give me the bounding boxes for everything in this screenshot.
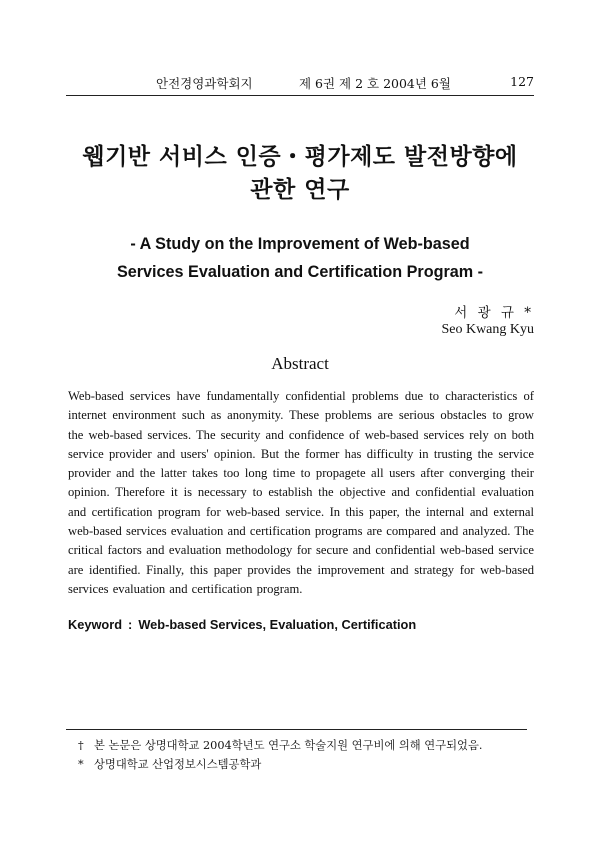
keyword-label: Keyword	[68, 617, 123, 632]
footnote-asterisk-mark: *	[78, 757, 84, 771]
footnote-affiliation-text: 상명대학교 산업정보시스템공학과	[94, 757, 262, 771]
keyword-terms: Web-based Services, Evaluation, Certification	[138, 617, 417, 632]
footnote-rule	[66, 729, 527, 730]
author-name-english: Seo Kwang Kyu	[441, 322, 534, 337]
footnote-funding	[78, 737, 560, 756]
header-rule	[66, 95, 534, 96]
korean-title-line-1: 웹기반 서비스 인증・평가제도 발전방향에	[82, 143, 518, 170]
keyword-line	[68, 617, 534, 632]
footnotes	[78, 737, 560, 774]
abstract-heading: Abstract	[271, 354, 329, 373]
english-title-line-1: - A Study on the Improvement of Web-based	[130, 235, 470, 253]
korean-title-line-2: 관한 연구	[250, 176, 350, 203]
running-header	[66, 74, 534, 94]
korean-title	[40, 140, 560, 206]
page-number: 127	[510, 74, 534, 89]
journal-name: 안전경영과학회지	[156, 76, 253, 91]
volume-issue: 제 6권 제 2 호 2004년 6월	[299, 76, 451, 91]
keyword-separator: :	[128, 617, 133, 632]
footnote-dagger-mark: †	[78, 739, 84, 752]
author-name-korean: 서 광 규 *	[454, 305, 534, 321]
abstract-body: Web-based services have fundamentally confidential problems due to characteristics of internet environment such as anonymity. These problems are serious obstacles to grow the web-based services. The security and confidence of web-based services rely on both service provider and users' opinion. But the former has difficulty in trusting the service provider and the latter takes too long time to propagete all users after converging their opinion. Therefore it is necessary to establish the objective and confidential evaluation and certification program for web-based service. In this paper, the internal and external web-based services evaluation and certification programs are compared and analyzed. The critical factors and evaluation methodology for secure and confidential web-based service are identified. Finally, this paper provides the improvement and strategy for web-based services evaluation and certification program.	[68, 389, 534, 596]
footnote-funding-text: 본 논문은 상명대학교 2004학년도 연구소 학술지원 연구비에 의해 연구되었음.	[94, 739, 483, 752]
english-title-line-2: Services Evaluation and Certification Program -	[116, 263, 484, 281]
footnote-affiliation	[78, 756, 560, 775]
english-title	[40, 230, 560, 286]
